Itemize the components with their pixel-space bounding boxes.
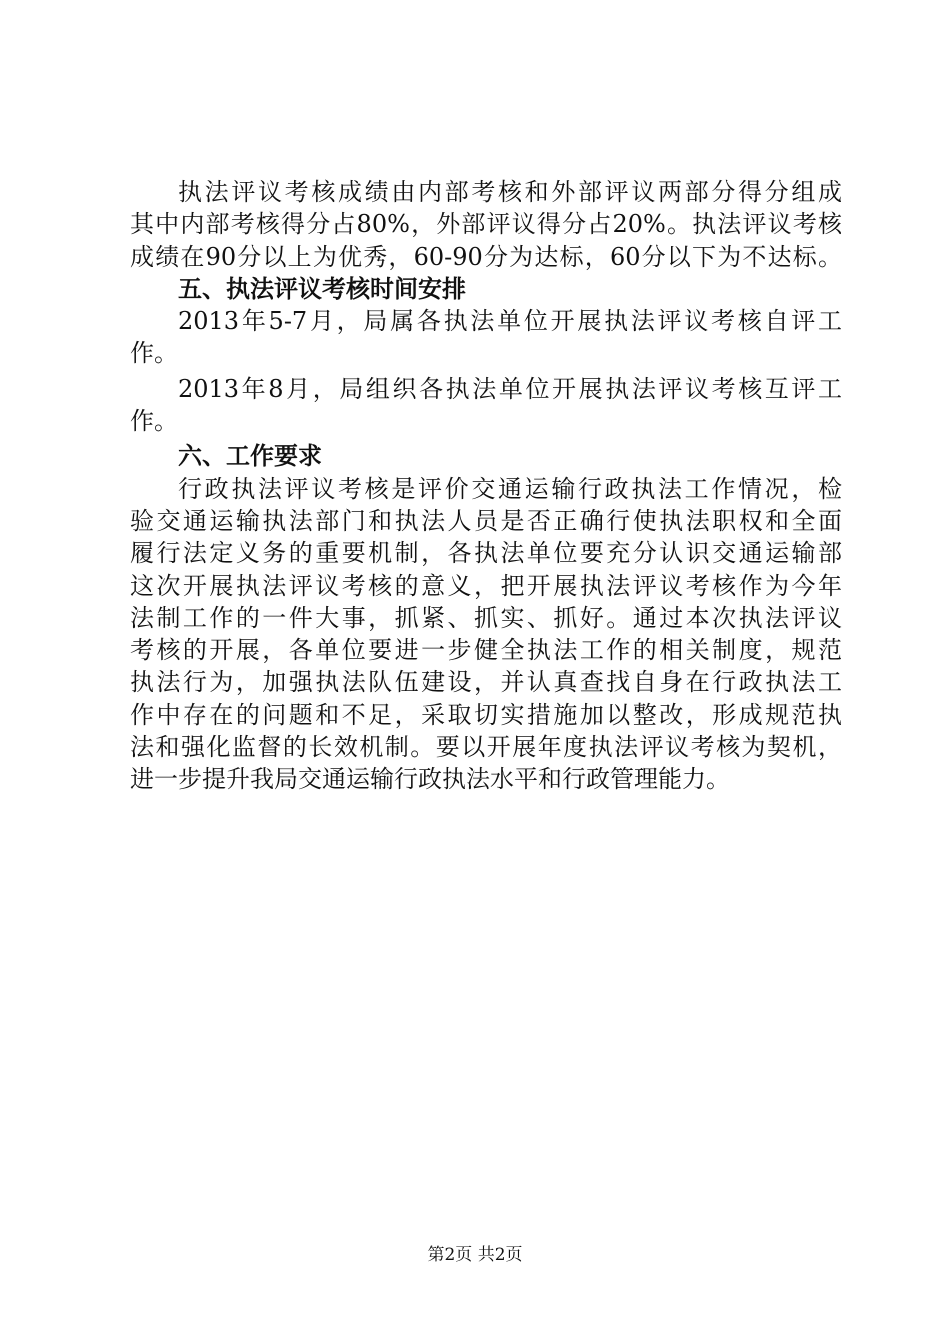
text-line: 法和强化监督的长效机制。要以开展年度执法评议考核为契机，: [130, 733, 842, 762]
text-line: 法制工作的一件大事，抓紧、抓实、抓好。通过本次执法评议: [130, 603, 842, 632]
text-line: 行政执法评议考核是评价交通运输行政执法工作情况，检: [178, 474, 842, 503]
text-line: 考核的开展，各单位要进一步健全执法工作的相关制度，规范: [130, 636, 842, 665]
text-line: 作。: [130, 407, 178, 436]
text-line: 验交通运输执法部门和执法人员是否正确行使执法职权和全面: [130, 506, 842, 535]
paragraph-schedule-mutual-review: [130, 373, 842, 438]
text-line: 执法行为，加强执法队伍建设，并认真查找自身在行政执法工: [130, 668, 842, 697]
text-line: 2013年8月，局组织各执法单位开展执法评议考核互评工: [178, 374, 842, 403]
document-body: [130, 176, 842, 796]
text-line: 作中存在的问题和不足，采取切实措施加以整改，形成规范执: [130, 700, 842, 729]
page-number-footer: 第2页 共2页: [427, 1245, 523, 1265]
text-line: 进一步提升我局交通运输行政执法水平和行政管理能力。: [130, 765, 730, 794]
paragraph-scoring: [130, 176, 842, 273]
text-line: 成绩在90分以上为优秀，60-90分为达标，60分以下为不达标。: [130, 242, 842, 271]
paragraph-requirements: [130, 473, 842, 796]
section-heading-schedule: 五、执法评议考核时间安排: [178, 274, 466, 303]
text-line: 其中内部考核得分占80%，外部评议得分占20%。执法评议考核: [130, 210, 842, 239]
text-line: 这次开展执法评议考核的意义，把开展执法评议考核作为今年: [130, 571, 842, 600]
section-heading-requirements: 六、工作要求: [178, 442, 322, 471]
text-line: 2013年5-7月，局属各执法单位开展执法评议考核自评工: [178, 307, 842, 336]
text-line: 作。: [130, 339, 178, 368]
text-line: 执法评议考核成绩由内部考核和外部评议两部分得分组成: [178, 178, 842, 206]
paragraph-schedule-self-review: [130, 305, 842, 370]
text-line: 履行法定义务的重要机制，各执法单位要充分认识交通运输部: [130, 539, 842, 568]
